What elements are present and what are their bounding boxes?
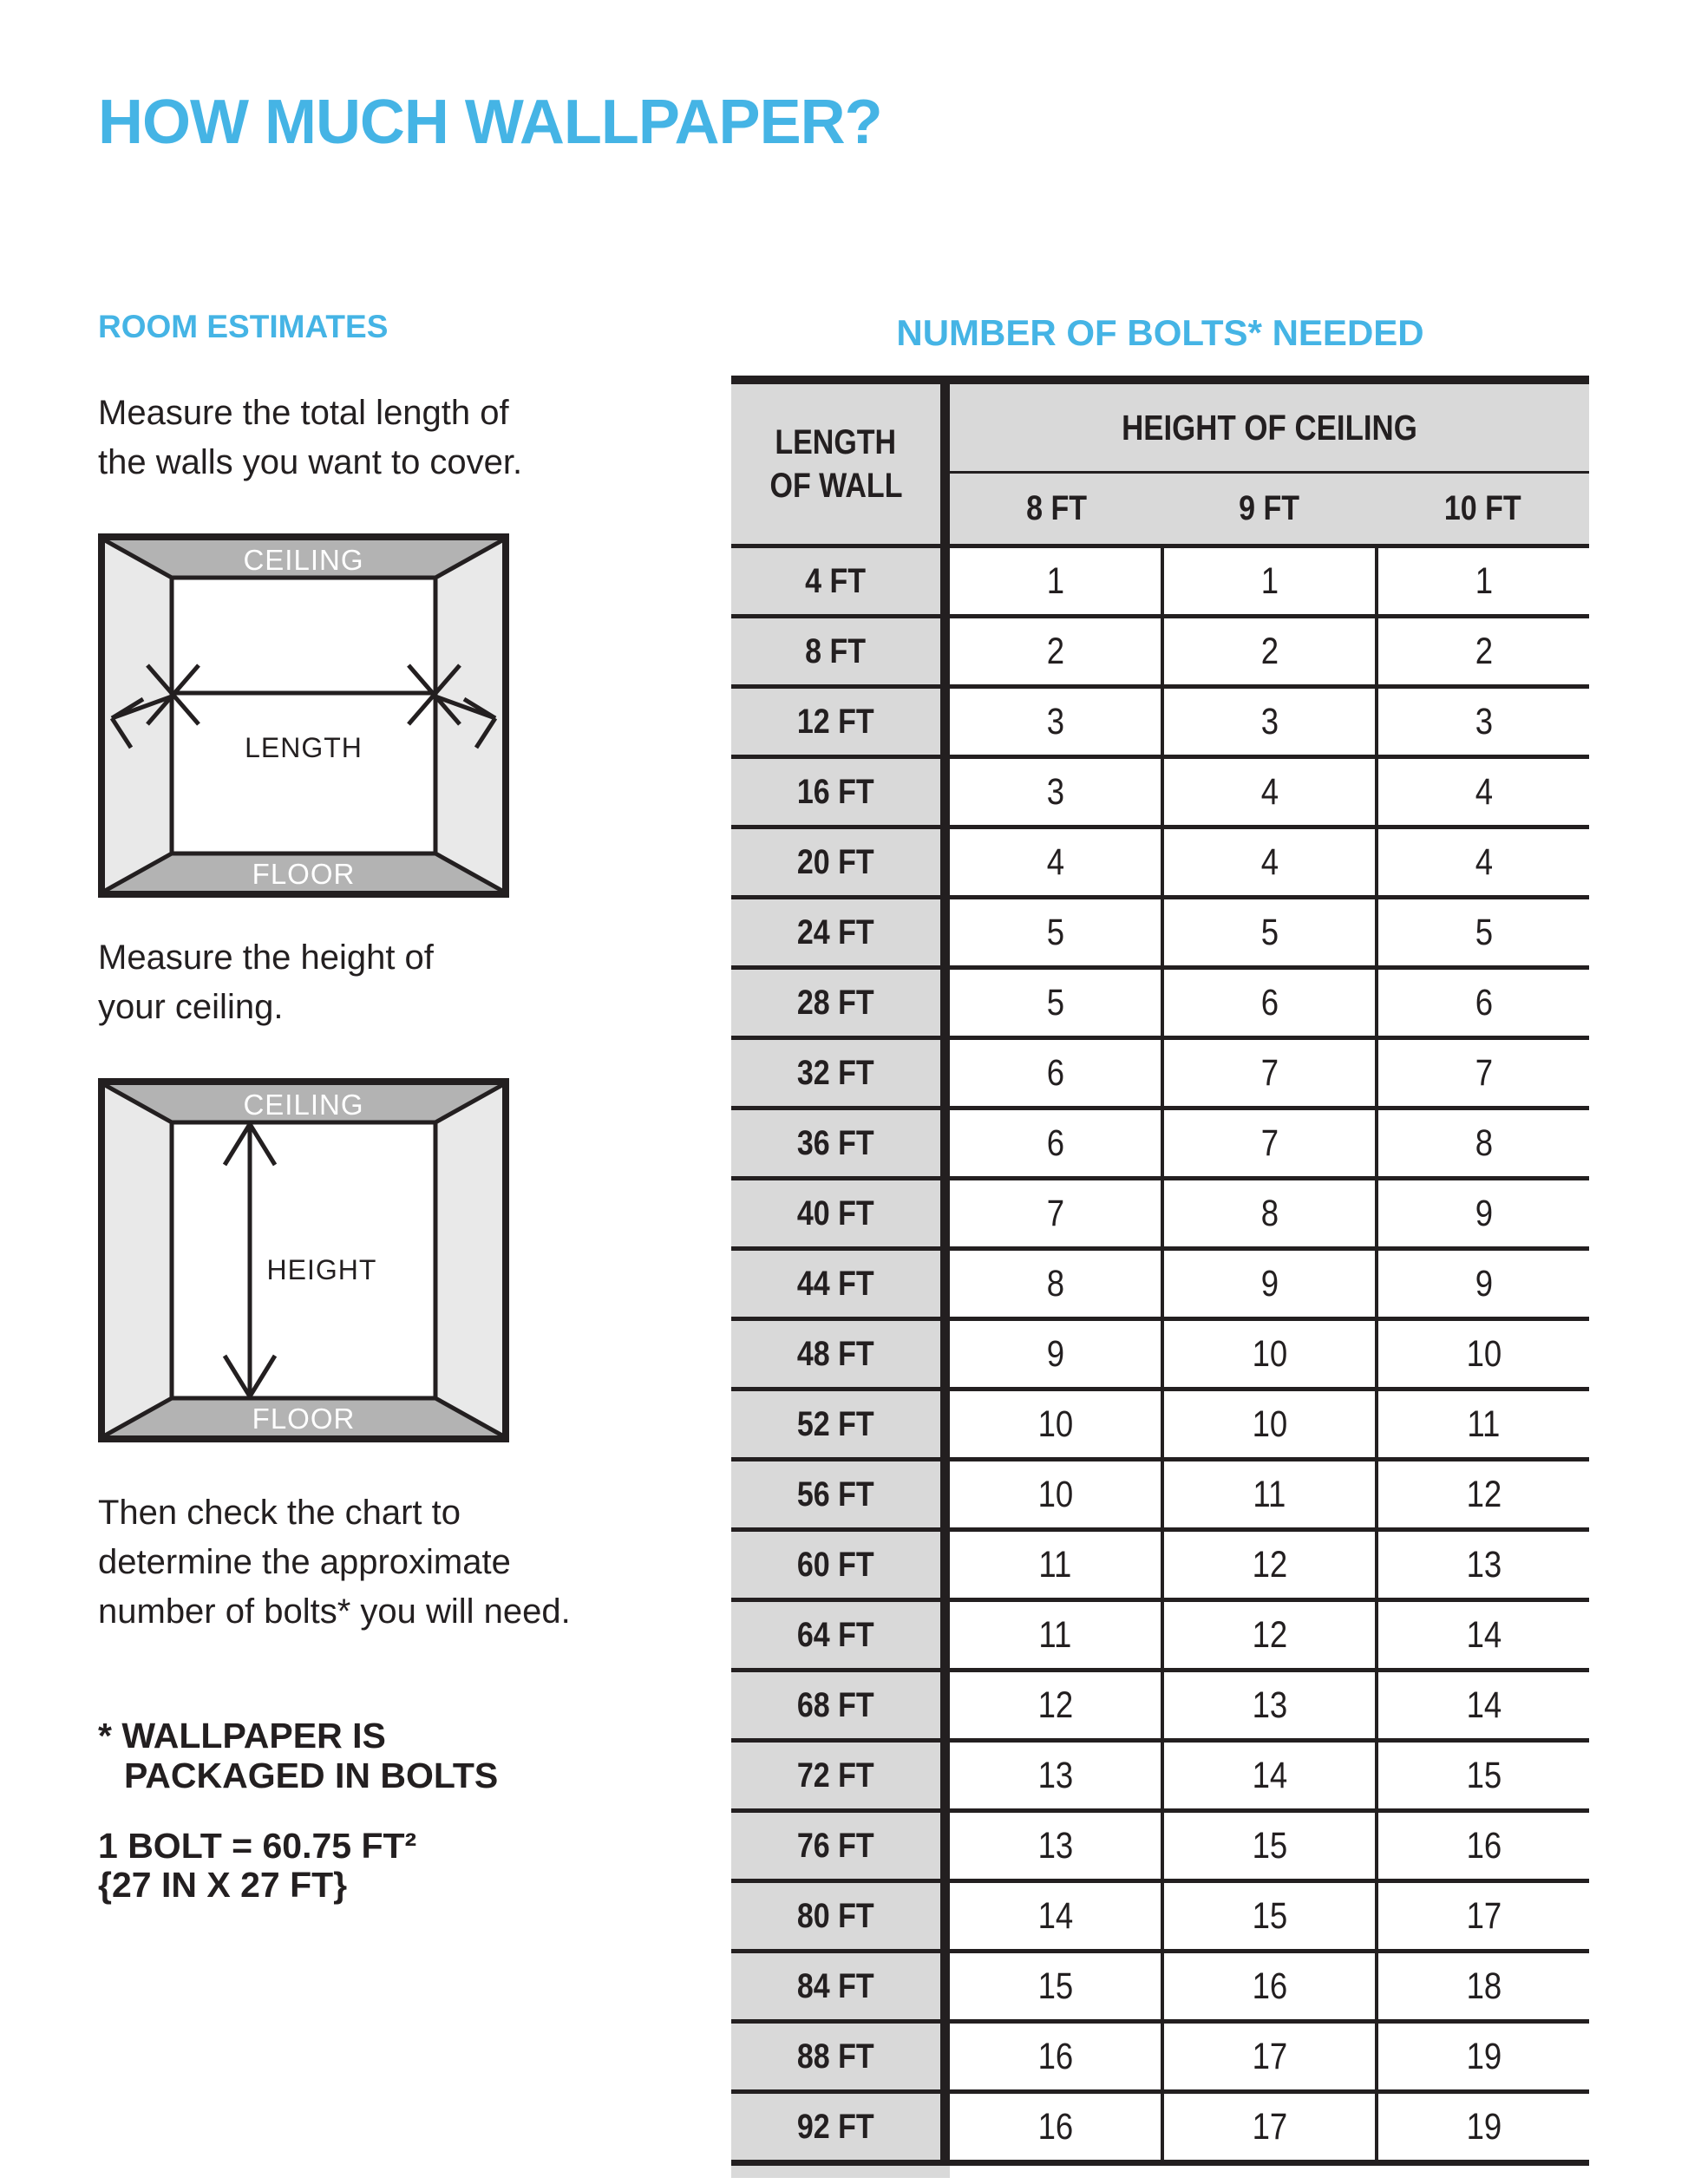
bolts-cell — [950, 618, 1161, 684]
instruction-chart — [98, 1488, 571, 1637]
bolts-cell — [1161, 899, 1375, 965]
page-title: HOW MUCH WALLPAPER? — [98, 88, 882, 157]
row-label-text: 44 FT — [797, 1264, 874, 1303]
bolts-cell — [1375, 1461, 1589, 1527]
row-label-text: 84 FT — [797, 1966, 874, 2005]
bolts-cell — [1161, 1953, 1375, 2019]
bolts-value: 9 — [1475, 1262, 1493, 1305]
row-label-84-ft — [731, 1953, 950, 2019]
bolts-value: 7 — [1260, 1051, 1279, 1094]
bolts-value: 12 — [1252, 1543, 1287, 1586]
row-label-text: 88 FT — [797, 2037, 874, 2076]
bolts-cell — [1161, 759, 1375, 825]
row-label-text: 68 FT — [797, 1685, 874, 1724]
bolts-cell — [950, 1532, 1161, 1598]
bolts-cell — [950, 1251, 1161, 1317]
bolts-value: 5 — [1260, 911, 1279, 953]
row-label-28-ft — [731, 970, 950, 1036]
table-row — [731, 1668, 1589, 1738]
bolts-cell — [950, 1110, 1161, 1176]
table-gray-stub — [731, 2166, 950, 2178]
bolt-equation: 1 BOLT = 60.75 FT² — [98, 1826, 417, 1866]
row-label-text: 80 FT — [797, 1896, 874, 1935]
bolts-value: 17 — [1252, 2105, 1287, 2148]
bolts-value: 16 — [1252, 1965, 1287, 2007]
table-row — [731, 2089, 1589, 2160]
bolts-value: 14 — [1466, 1684, 1502, 1726]
bolts-table — [731, 376, 1589, 2178]
bolts-value: 4 — [1046, 840, 1064, 883]
row-label-text: 92 FT — [797, 2107, 874, 2146]
table-row — [731, 614, 1589, 684]
row-label-64-ft — [731, 1602, 950, 1668]
row-label-60-ft — [731, 1532, 950, 1598]
instruction-chart-line2: determine the approximate — [98, 1543, 511, 1581]
bolts-cell — [950, 689, 1161, 755]
row-label-36-ft — [731, 1110, 950, 1176]
height-of-ceiling-header — [950, 384, 1589, 544]
bolts-value: 13 — [1037, 1824, 1073, 1867]
height-label: HEIGHT — [266, 1254, 377, 1285]
bolts-cell — [1161, 2024, 1375, 2089]
bolts-cell — [1375, 1602, 1589, 1668]
bolts-cell — [950, 970, 1161, 1036]
bolts-value: 6 — [1475, 981, 1493, 1023]
bolts-value: 14 — [1037, 1894, 1073, 1937]
bolts-value: 5 — [1475, 911, 1493, 953]
bolts-value: 4 — [1260, 770, 1279, 813]
bolts-value: 10 — [1466, 1332, 1502, 1375]
bolts-value: 16 — [1037, 2105, 1073, 2148]
bolts-value: 3 — [1260, 700, 1279, 742]
row-label-80-ft — [731, 1883, 950, 1949]
bolts-cell — [1375, 1813, 1589, 1879]
row-label-text: 48 FT — [797, 1334, 874, 1373]
bolts-cell — [950, 1180, 1161, 1246]
bolts-value: 11 — [1467, 1403, 1501, 1445]
table-row — [731, 1317, 1589, 1387]
bolts-cell — [1375, 829, 1589, 895]
row-label-text: 60 FT — [797, 1545, 874, 1584]
bolts-cell — [1161, 1743, 1375, 1808]
bolts-value: 16 — [1466, 1824, 1502, 1867]
row-label-text: 40 FT — [797, 1193, 874, 1233]
table-row — [731, 1879, 1589, 1949]
bolts-cell — [1161, 1040, 1375, 1106]
bolts-cell — [1375, 970, 1589, 1036]
bolts-cell — [950, 1953, 1161, 2019]
bolts-cell — [1161, 1883, 1375, 1949]
table-row — [731, 1106, 1589, 1176]
instruction-length-line1: Measure the total length of — [98, 394, 509, 432]
bolts-cell — [1161, 1321, 1375, 1387]
bolts-value: 8 — [1475, 1121, 1493, 1164]
row-label-text: 56 FT — [797, 1475, 874, 1514]
bolts-cell — [1161, 1461, 1375, 1527]
bolts-cell — [1161, 1110, 1375, 1176]
bolts-cell — [1161, 829, 1375, 895]
bolts-value: 7 — [1046, 1192, 1064, 1234]
row-label-92-ft — [731, 2094, 950, 2160]
bolts-value: 15 — [1252, 1824, 1287, 1867]
bolts-value: 11 — [1038, 1543, 1072, 1586]
bolts-cell — [950, 548, 1161, 614]
bolts-value: 3 — [1046, 700, 1064, 742]
bolts-value: 4 — [1475, 840, 1493, 883]
bolts-cell — [950, 759, 1161, 825]
back-wall — [172, 578, 435, 853]
bolts-cell — [1375, 1180, 1589, 1246]
bolts-value: 10 — [1037, 1403, 1073, 1445]
bolts-value: 1 — [1046, 559, 1064, 602]
bolts-cell — [950, 2024, 1161, 2089]
table-row — [731, 1176, 1589, 1246]
bolts-cell — [1375, 1532, 1589, 1598]
bolts-cell — [1161, 1602, 1375, 1668]
bolts-value: 13 — [1252, 1684, 1287, 1726]
instruction-length — [98, 389, 522, 487]
subheader-8ft-text: 8 FT — [1025, 489, 1087, 527]
bolts-cell — [950, 2094, 1161, 2160]
row-label-32-ft — [731, 1040, 950, 1106]
row-label-text: 64 FT — [797, 1615, 874, 1654]
bolts-value: 15 — [1037, 1965, 1073, 2007]
bolts-value: 5 — [1046, 981, 1064, 1023]
bolts-value: 14 — [1466, 1613, 1502, 1656]
ceiling-label: CEILING — [243, 1089, 364, 1121]
wallpaper-bolts-note — [98, 1716, 498, 1795]
height-of-ceiling-text: HEIGHT OF CEILING — [1122, 407, 1417, 448]
bolts-value: 4 — [1260, 840, 1279, 883]
row-label-text: 32 FT — [797, 1053, 874, 1092]
row-label-12-ft — [731, 689, 950, 755]
bolts-value: 9 — [1475, 1192, 1493, 1234]
table-row — [731, 1527, 1589, 1598]
row-label-text: 36 FT — [797, 1123, 874, 1162]
length-of-wall-header — [731, 384, 950, 544]
ceiling-height-subheaders — [950, 474, 1589, 544]
bolts-cell — [1161, 548, 1375, 614]
height-diagram — [98, 1078, 509, 1442]
bolts-value: 2 — [1260, 630, 1279, 672]
row-label-20-ft — [731, 829, 950, 895]
left-wall-surface — [105, 1085, 172, 1435]
bolts-value: 6 — [1260, 981, 1279, 1023]
bolts-value: 7 — [1260, 1121, 1279, 1164]
table-body — [731, 544, 1589, 2160]
bolts-cell — [950, 1883, 1161, 1949]
row-label-56-ft — [731, 1461, 950, 1527]
row-label-text: 8 FT — [805, 631, 867, 670]
ceiling-label: CEILING — [243, 544, 364, 576]
bolts-value: 10 — [1252, 1403, 1287, 1445]
table-row — [731, 544, 1589, 614]
instruction-height-line1: Measure the height of — [98, 938, 434, 977]
bolts-value: 19 — [1466, 2105, 1502, 2148]
row-label-16-ft — [731, 759, 950, 825]
table-row — [731, 825, 1589, 895]
bolts-value: 19 — [1466, 2035, 1502, 2077]
bolts-value: 8 — [1046, 1262, 1064, 1305]
table-row — [731, 1738, 1589, 1808]
note-line2: PACKAGED IN BOLTS — [124, 1756, 499, 1795]
bolts-cell — [1375, 899, 1589, 965]
bolt-size-info — [98, 1827, 416, 1905]
bolts-cell — [950, 1672, 1161, 1738]
row-label-68-ft — [731, 1672, 950, 1738]
instruction-chart-line1: Then check the chart to — [98, 1494, 461, 1532]
bolts-cell — [950, 1602, 1161, 1668]
bolts-cell — [1161, 970, 1375, 1036]
table-bottom-border — [731, 2160, 1589, 2166]
table-row — [731, 1808, 1589, 1879]
instruction-height — [98, 933, 434, 1032]
instruction-length-line2: the walls you want to cover. — [98, 443, 523, 481]
bolts-value: 2 — [1475, 630, 1493, 672]
bolts-cell — [950, 1743, 1161, 1808]
bolts-cell — [1375, 1251, 1589, 1317]
bolts-value: 15 — [1252, 1894, 1287, 1937]
subheader-8ft — [950, 474, 1163, 544]
bolts-cell — [950, 1321, 1161, 1387]
table-row — [731, 684, 1589, 755]
row-label-text: 20 FT — [797, 842, 874, 881]
floor-label: FLOOR — [252, 858, 356, 890]
table-row — [731, 965, 1589, 1036]
instruction-height-line2: your ceiling. — [98, 988, 284, 1026]
bolts-cell — [1375, 2094, 1589, 2160]
bolts-cell — [1375, 759, 1589, 825]
bolts-value: 9 — [1046, 1332, 1064, 1375]
table-row — [731, 1387, 1589, 1457]
bolts-value: 18 — [1466, 1965, 1502, 2007]
bolts-cell — [1375, 1391, 1589, 1457]
table-header — [731, 384, 1589, 544]
bolts-value: 1 — [1475, 559, 1493, 602]
bolts-cell — [1161, 1672, 1375, 1738]
row-label-text: 52 FT — [797, 1404, 874, 1443]
row-label-text: 4 FT — [805, 561, 867, 600]
table-row — [731, 2019, 1589, 2089]
bolts-cell — [1161, 2094, 1375, 2160]
bolts-cell — [1161, 1251, 1375, 1317]
subheader-10ft — [1376, 474, 1589, 544]
bolts-cell — [1375, 1883, 1589, 1949]
bolts-value: 12 — [1037, 1684, 1073, 1726]
bolts-value: 11 — [1038, 1613, 1072, 1656]
bolts-value: 14 — [1252, 1754, 1287, 1796]
bolts-value: 3 — [1046, 770, 1064, 813]
length-label: LENGTH — [245, 732, 363, 763]
bolts-cell — [950, 899, 1161, 965]
bolts-cell — [1161, 618, 1375, 684]
bolts-cell — [1375, 689, 1589, 755]
bolts-value: 2 — [1046, 630, 1064, 672]
row-label-88-ft — [731, 2024, 950, 2089]
bolts-value: 3 — [1475, 700, 1493, 742]
bolts-value: 13 — [1466, 1543, 1502, 1586]
table-row — [731, 755, 1589, 825]
row-label-52-ft — [731, 1391, 950, 1457]
bolts-cell — [1161, 689, 1375, 755]
length-diagram — [98, 533, 509, 898]
instruction-chart-line3: number of bolts* you will need. — [98, 1592, 571, 1631]
room-estimates-heading: ROOM ESTIMATES — [98, 309, 389, 344]
bolts-value: 6 — [1046, 1051, 1064, 1094]
bolts-value: 17 — [1252, 2035, 1287, 2077]
bolts-value: 12 — [1252, 1613, 1287, 1656]
row-label-76-ft — [731, 1813, 950, 1879]
bolts-cell — [1375, 2024, 1589, 2089]
bolts-value: 6 — [1046, 1121, 1064, 1164]
bolts-cell — [1161, 1813, 1375, 1879]
bolts-cell — [1161, 1532, 1375, 1598]
bolts-cell — [950, 1040, 1161, 1106]
bolts-value: 10 — [1037, 1473, 1073, 1515]
bolts-cell — [950, 1391, 1161, 1457]
floor-label: FLOOR — [252, 1403, 356, 1435]
bolts-value: 7 — [1475, 1051, 1493, 1094]
row-label-text: 72 FT — [797, 1756, 874, 1795]
bolts-value: 10 — [1252, 1332, 1287, 1375]
row-label-4-ft — [731, 548, 950, 614]
row-label-40-ft — [731, 1180, 950, 1246]
bolts-cell — [1375, 1321, 1589, 1387]
bolts-value: 13 — [1037, 1754, 1073, 1796]
bolts-cell — [1375, 548, 1589, 614]
row-label-72-ft — [731, 1743, 950, 1808]
bolt-dimensions: {27 IN X 27 FT} — [98, 1865, 348, 1905]
bolts-value: 17 — [1466, 1894, 1502, 1937]
bolts-value: 4 — [1475, 770, 1493, 813]
bolts-cell — [1375, 1110, 1589, 1176]
row-label-text: 24 FT — [797, 912, 874, 951]
row-label-text: 76 FT — [797, 1826, 874, 1865]
bolts-value: 11 — [1253, 1473, 1286, 1515]
table-row — [731, 1246, 1589, 1317]
table-row — [731, 1036, 1589, 1106]
subheader-9ft-text: 9 FT — [1239, 489, 1300, 527]
bolts-value: 9 — [1260, 1262, 1279, 1305]
row-label-text: 28 FT — [797, 983, 874, 1022]
bolts-cell — [1375, 618, 1589, 684]
height-of-ceiling-label — [950, 384, 1589, 474]
bolts-cell — [950, 1813, 1161, 1879]
row-label-48-ft — [731, 1321, 950, 1387]
note-line1: * WALLPAPER IS — [98, 1716, 386, 1756]
table-row — [731, 1457, 1589, 1527]
length-of-wall-line2: OF WALL — [769, 467, 902, 505]
row-label-44-ft — [731, 1251, 950, 1317]
table-top-border — [731, 376, 1589, 384]
bolts-value: 1 — [1260, 559, 1279, 602]
bolts-cell — [1375, 1672, 1589, 1738]
row-label-text: 12 FT — [797, 702, 874, 741]
bolts-needed-heading: NUMBER OF BOLTS* NEEDED — [896, 312, 1424, 353]
bolts-cell — [950, 829, 1161, 895]
bolts-cell — [1161, 1391, 1375, 1457]
bolts-value: 5 — [1046, 911, 1064, 953]
table-row — [731, 895, 1589, 965]
bolts-cell — [1161, 1180, 1375, 1246]
bolts-cell — [950, 1461, 1161, 1527]
bolts-value: 16 — [1037, 2035, 1073, 2077]
bolts-value: 12 — [1466, 1473, 1502, 1515]
right-wall-surface — [435, 1085, 502, 1435]
bolts-value: 15 — [1466, 1754, 1502, 1796]
bolts-value: 8 — [1260, 1192, 1279, 1234]
row-label-text: 16 FT — [797, 772, 874, 811]
subheader-9ft — [1163, 474, 1377, 544]
length-of-wall-line1: LENGTH — [775, 423, 897, 461]
subheader-10ft-text: 10 FT — [1443, 489, 1521, 527]
bolts-cell — [1375, 1743, 1589, 1808]
table-row — [731, 1598, 1589, 1668]
bolts-cell — [1375, 1040, 1589, 1106]
bolts-cell — [1375, 1953, 1589, 2019]
row-label-8-ft — [731, 618, 950, 684]
table-row — [731, 1949, 1589, 2019]
row-label-24-ft — [731, 899, 950, 965]
